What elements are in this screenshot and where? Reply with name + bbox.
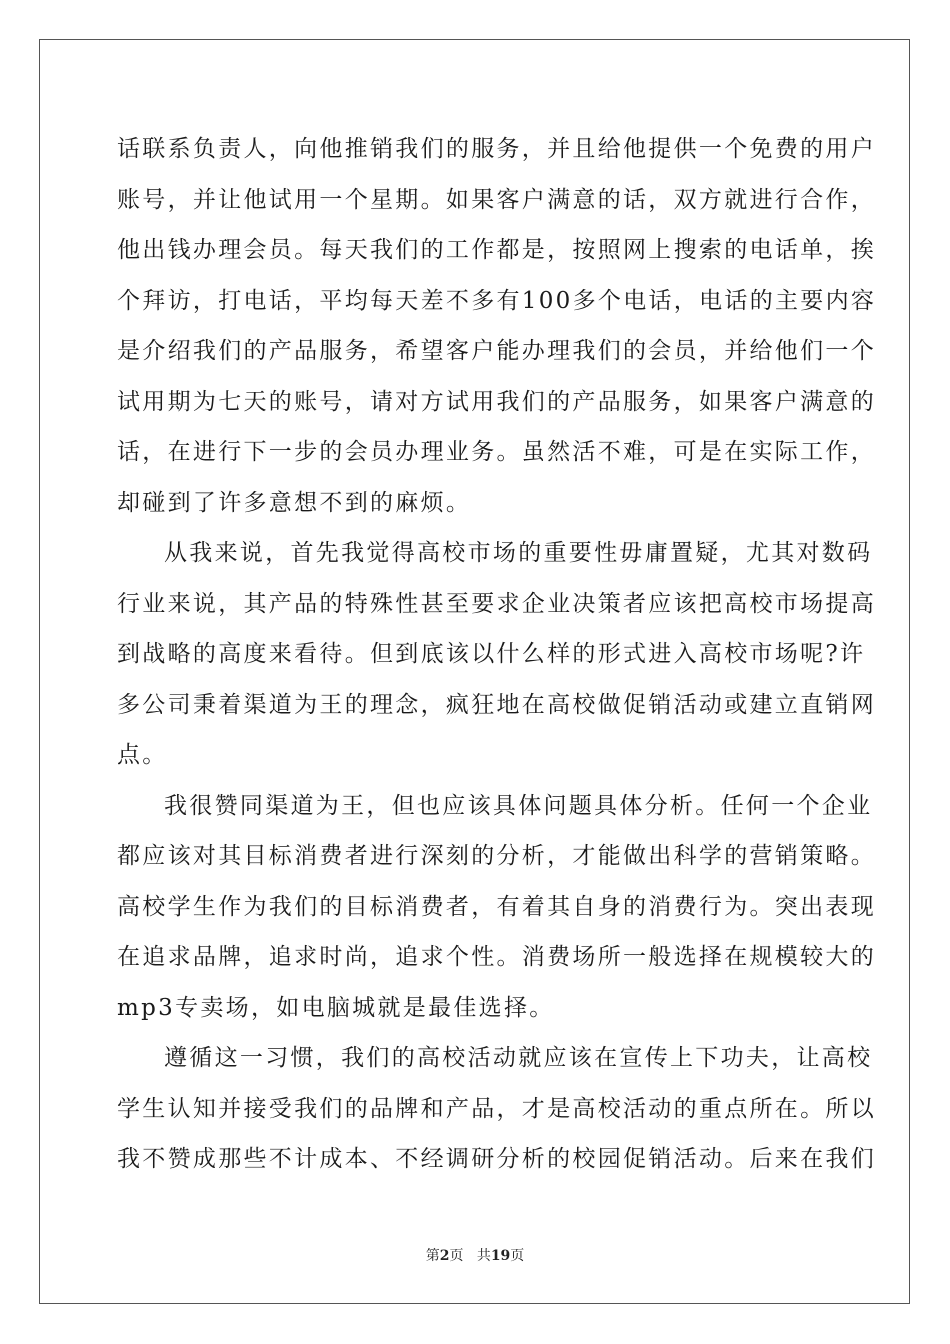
text-line: 学生认知并接受我们的品牌和产品，才是高校活动的重点所在。所以 bbox=[117, 1095, 876, 1122]
text-line: 话，在进行下一步的会员办理业务。虽然活不难，可是在实际工作， bbox=[117, 439, 876, 465]
text-line: 多公司秉着渠道为王的理念，疯狂地在高校做促销活动或建立直销网 bbox=[117, 691, 876, 718]
text-line: 却碰到了许多意想不到的麻烦。 bbox=[117, 489, 472, 516]
text-line: 遵循这一习惯，我们的高校活动就应该在宣传上下功夫，让高校 bbox=[164, 1045, 873, 1071]
text-line: 我不赞成那些不计成本、不经调研分析的校园促销活动。后来在我们 bbox=[117, 1146, 876, 1172]
page-footer bbox=[0, 1245, 950, 1265]
text-line: 账号，并让他试用一个星期。如果客户满意的话，双方就进行合作， bbox=[117, 186, 876, 213]
text-line: 他出钱办理会员。每天我们的工作都是，按照网上搜索的电话单，挨 bbox=[117, 237, 876, 263]
text-line: 高校学生作为我们的目标消费者，有着其自身的消费行为。突出表现 bbox=[117, 893, 876, 920]
current-page-number: 2 bbox=[439, 1248, 450, 1264]
text-line: 都应该对其目标消费者进行深刻的分析，才能做出科学的营销策略。 bbox=[117, 843, 876, 869]
footer-page-unit: 页 bbox=[449, 1248, 464, 1264]
text-line: 是介绍我们的产品服务，希望客户能办理我们的会员，并给他们一个 bbox=[117, 338, 876, 364]
footer-total-unit: 页 bbox=[510, 1248, 525, 1264]
text-line: 从我来说，首先我觉得高校市场的重要性毋庸置疑，尤其对数码 bbox=[164, 540, 873, 566]
footer-prefix: 第 bbox=[425, 1248, 440, 1264]
text-line: 试用期为七天的账号，请对方试用我们的产品服务，如果客户满意的 bbox=[117, 388, 876, 415]
text-line: 点。 bbox=[117, 742, 168, 768]
text-line: 我很赞同渠道为王，但也应该具体问题具体分析。任何一个企业 bbox=[164, 792, 873, 819]
text-line: 在追求品牌，追求时尚，追求个性。消费场所一般选择在规模较大的 bbox=[117, 944, 876, 970]
footer-total-prefix: 共 bbox=[476, 1248, 491, 1264]
text-line: 到战略的高度来看待。但到底该以什么样的形式进入高校市场呢?许 bbox=[117, 641, 866, 667]
document-body bbox=[117, 124, 877, 1185]
text-line: 行业来说，其产品的特殊性甚至要求企业决策者应该把高校市场提高 bbox=[117, 590, 876, 617]
total-page-count: 19 bbox=[490, 1248, 511, 1264]
text-line: 话联系负责人，向他推销我们的服务，并且给他提供一个免费的用户 bbox=[117, 136, 876, 162]
text-line: mp3专卖场，如电脑城就是最佳选择。 bbox=[117, 994, 555, 1021]
text-line: 个拜访，打电话，平均每天差不多有100多个电话，电话的主要内容 bbox=[117, 287, 877, 314]
